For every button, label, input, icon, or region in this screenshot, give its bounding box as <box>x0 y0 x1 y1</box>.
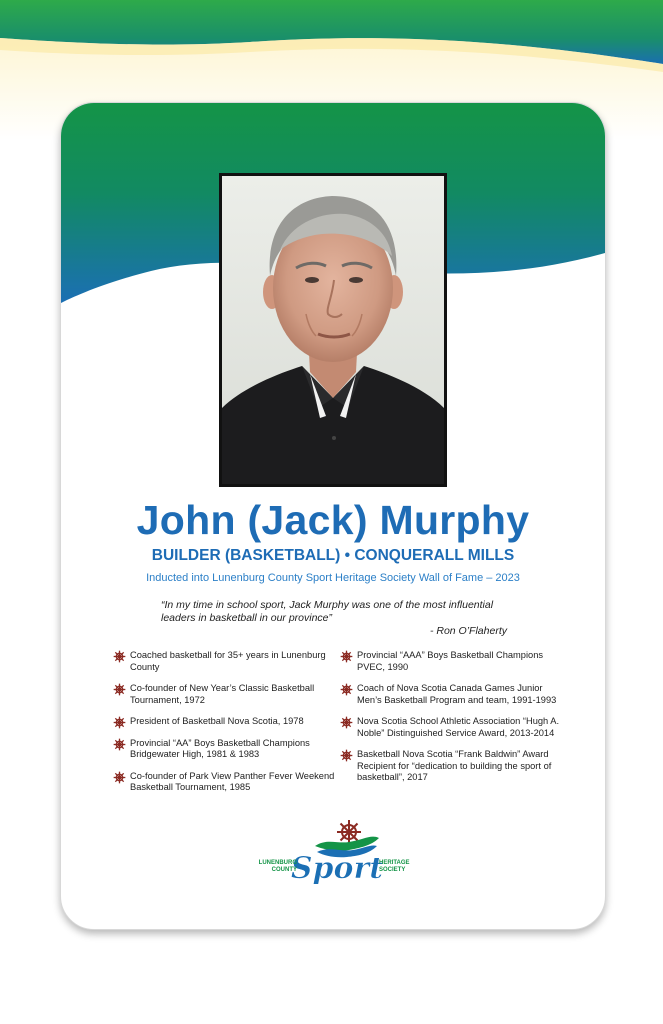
achievement-text: Provincial “AAA” Boys Basketball Champions PVEC, 1990 <box>357 650 544 672</box>
achievement-item <box>113 716 335 728</box>
achievement-text: Coached basketball for 35+ years in Lunenburg County <box>130 650 326 672</box>
achievement-text: Co-founder of New Year’s Classic Basketball Tournament, 1972 <box>130 683 315 705</box>
achievement-item <box>113 771 335 794</box>
portrait-photo <box>222 176 444 484</box>
achievement-item <box>340 650 562 673</box>
logo-left-line2: COUNTY <box>271 867 297 873</box>
portrait-frame <box>219 173 447 487</box>
lunenburg-sport-heritage-logo <box>253 816 413 896</box>
logo-sport-text: Sport <box>290 851 384 886</box>
induction-statement: Inducted into Lunenburg County Sport Heritage Society Wall of Fame – 2023 <box>146 572 520 584</box>
achievement-text: Nova Scotia School Athletic Association “Hugh A. Noble” Distinguished Service Award, 2013-2014 <box>357 716 560 738</box>
logo-right-line1: HERITAGE <box>379 860 410 866</box>
achievement-text: President of Basketball Nova Scotia, 1978 <box>130 716 304 726</box>
achievement-item <box>113 650 335 673</box>
achievements-left-column <box>113 650 335 804</box>
achievement-item <box>113 683 335 706</box>
inductee-category: BUILDER (BASKETBALL) • CONQUERALL MILLS <box>151 547 515 564</box>
achievement-item <box>113 738 335 761</box>
inductee-name: John (Jack) Murphy <box>136 497 530 543</box>
ship-wheel-icon <box>113 650 126 663</box>
ship-wheel-icon <box>113 716 126 729</box>
logo-left-line1: LUNENBURG <box>258 860 297 866</box>
achievement-item <box>340 716 562 739</box>
ship-wheel-icon <box>340 683 353 696</box>
achievement-item <box>340 683 562 706</box>
quote-text: “In my time in school sport, Jack Murphy was one of the most influential leaders in basketball in our province” <box>161 599 494 624</box>
ship-wheel-icon <box>113 738 126 751</box>
ship-wheel-icon <box>340 650 353 663</box>
profile-card <box>60 102 606 930</box>
ship-wheel-icon <box>340 716 353 729</box>
ship-wheel-icon <box>340 749 353 762</box>
achievements-right-column <box>340 650 562 794</box>
logo-right-line2: SOCIETY <box>379 867 406 873</box>
achievement-text: Basketball Nova Scotia “Frank Baldwin” Award Recipient for “dedication to building the sport of basketball”, 2017 <box>357 749 552 782</box>
achievement-item <box>340 749 562 784</box>
achievement-text: Provincial “AA” Boys Basketball Champions Bridgewater High, 1981 & 1983 <box>130 737 310 759</box>
quote-author: - Ron O’Flaherty <box>429 625 507 637</box>
ship-wheel-icon <box>113 771 126 784</box>
achievement-text: Co-founder of Park View Panther Fever Weekend Basketball Tournament, 1985 <box>130 770 335 792</box>
achievement-text: Coach of Nova Scotia Canada Games Junior Men’s Basketball Program and team, 1991-1993 <box>357 683 557 705</box>
ship-wheel-icon <box>113 683 126 696</box>
